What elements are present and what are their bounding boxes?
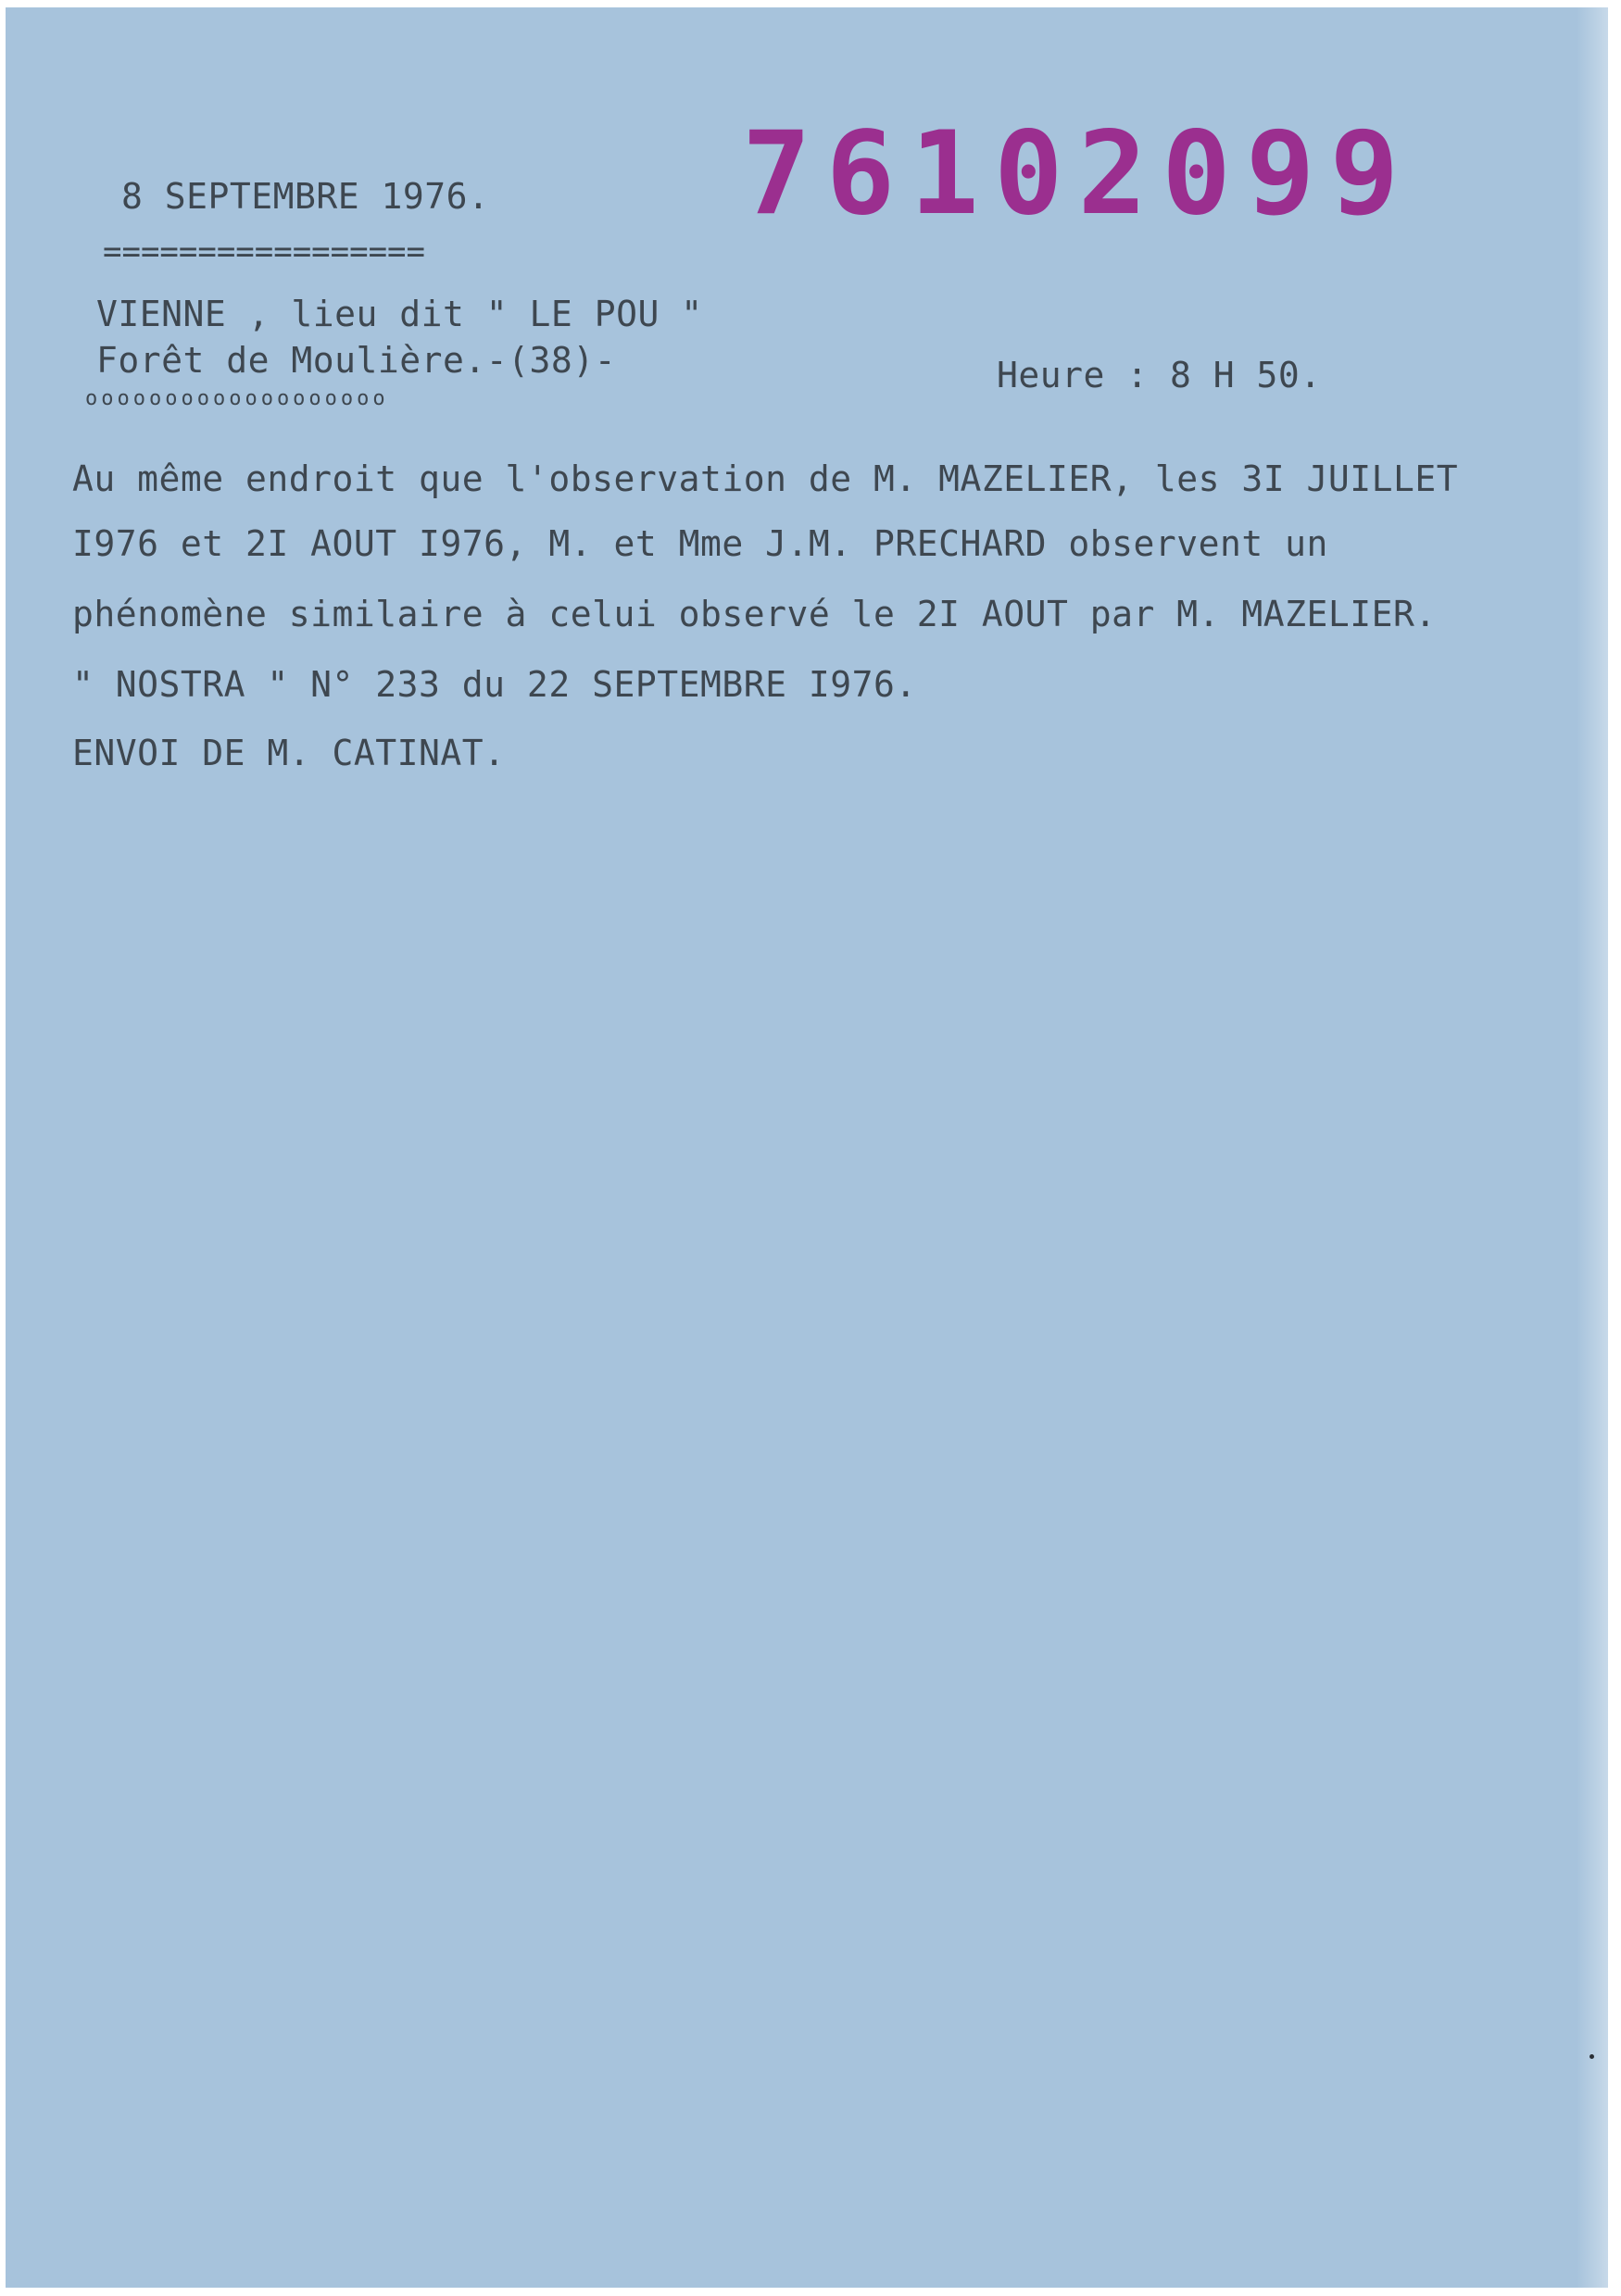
body-line-1: Au même endroit que l'observation de M. MAZELIER, les 3I JUILLET: [72, 458, 1459, 499]
body-line-2: I976 et 2I AOUT I976, M. et Mme J.M. PRECHARD observent un: [72, 523, 1328, 564]
document-sheet: [6, 7, 1608, 2288]
body-line-3: phénomène similaire à celui observé le 2I AOUT par M. MAZELIER.: [72, 594, 1437, 634]
observation-time: Heure : 8 H 50.: [997, 355, 1322, 395]
paper-edge-highlight: [1577, 7, 1608, 2288]
location-underline: ooooooooooooooooooo: [85, 387, 389, 410]
date-underline: =================: [103, 233, 425, 270]
report-date: 8 SEPTEMBRE 1976.: [121, 176, 490, 217]
body-line-5: ENVOI DE M. CATINAT.: [72, 733, 506, 773]
location-line-1: VIENNE , lieu dit " LE POU ": [96, 294, 703, 334]
stamped-reference-number: 76102099: [742, 107, 1414, 241]
body-line-4: " NOSTRA " N° 233 du 22 SEPTEMBRE I976.: [72, 664, 917, 705]
location-line-2: Forêt de Moulière.-(38)-: [96, 340, 617, 381]
scan-speck: [1590, 2054, 1594, 2059]
